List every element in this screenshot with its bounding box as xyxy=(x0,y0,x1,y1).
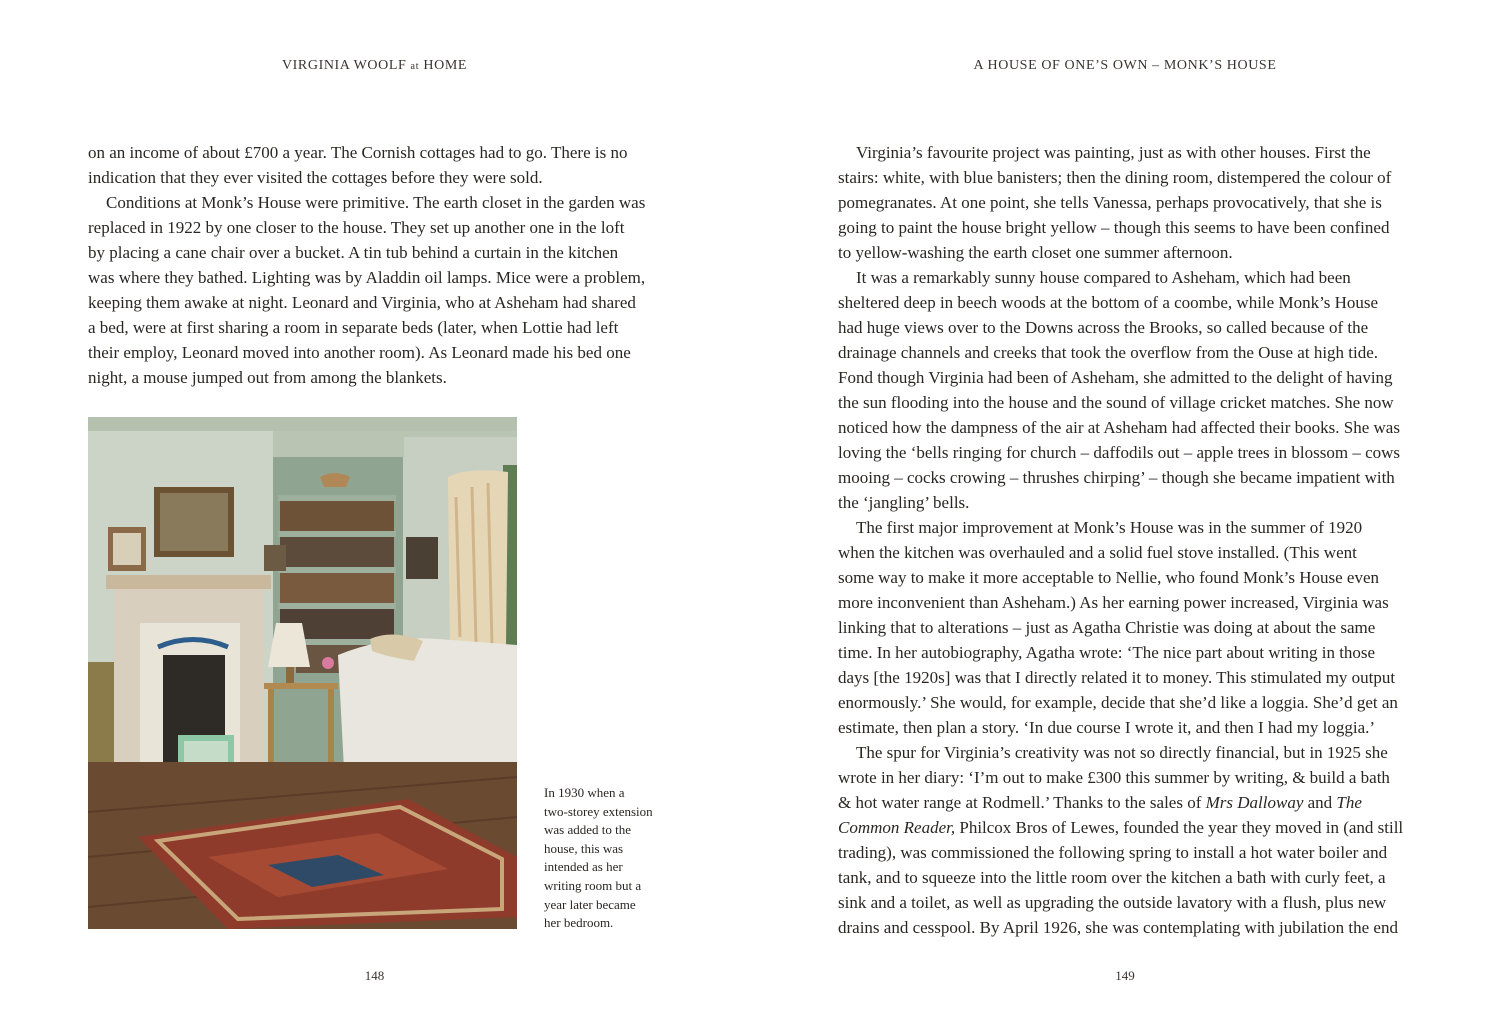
italic-title: Common Reader, xyxy=(838,818,956,837)
text-line xyxy=(838,815,1422,840)
text-segment: loving the ‘bells ringing for church – daffodils out – apple trees in blossom – cows xyxy=(838,443,1401,462)
text-line xyxy=(838,490,1422,515)
right-body-text xyxy=(838,140,1422,940)
text-line xyxy=(838,765,1422,790)
text-segment: had huge views over to the Downs across the Brooks, so called because of the xyxy=(838,318,1369,337)
right-page xyxy=(750,0,1500,1015)
caption-line: house, this was xyxy=(544,840,624,856)
photo-caption xyxy=(544,784,674,933)
text-line: Conditions at Monk’s House were primitive. The earth closet in the garden was xyxy=(106,193,646,212)
text-segment: Philcox Bros of Lewes, founded the year they moved in (and still xyxy=(955,818,1404,837)
text-segment: time. In her autobiography, Agatha wrote: ‘The nice part about writing in those xyxy=(838,643,1376,662)
text-segment: The spur for Virginia’s creativity was not so directly financial, but in 1925 she xyxy=(856,743,1388,762)
running-head-right: A HOUSE OF ONE’S OWN – MONK’S HOUSE xyxy=(973,58,1277,73)
text-segment: wrote in her diary: ‘I’m out to make £300 this summer by writing, & build a bath xyxy=(838,768,1390,787)
text-line xyxy=(838,465,1422,490)
text-line xyxy=(838,865,1422,890)
text-line xyxy=(838,240,1422,265)
text-line: indication that they ever visited the cottages before they were sold. xyxy=(88,168,543,187)
text-line xyxy=(838,740,1422,765)
text-line xyxy=(838,440,1422,465)
text-line xyxy=(838,540,1422,565)
text-line: night, a mouse jumped out from among the blankets. xyxy=(88,368,447,387)
caption-line: year later became xyxy=(544,896,636,912)
text-segment: and xyxy=(1303,793,1337,812)
text-segment: enormously.’ She would, for example, decide that she’d like a loggia. She’d get an xyxy=(838,693,1398,712)
text-segment: & hot water range at Rodmell.’ Thanks to the sales of xyxy=(838,793,1206,812)
caption-line: was added to the xyxy=(544,822,632,838)
text-segment: tank, and to squeeze into the little room over the kitchen a bath with curly feet, a xyxy=(838,868,1386,887)
text-segment: pomegranates. At one point, she tells Vanessa, perhaps provocatively, that she is xyxy=(838,193,1382,212)
text-line: a bed, were at first sharing a room in separate beds (later, when Lottie had left xyxy=(88,318,619,337)
running-head-left xyxy=(88,58,661,74)
running-head-title-end: HOME xyxy=(423,58,468,73)
italic-title: The xyxy=(1336,793,1362,812)
text-segment: when the kitchen was overhauled and a solid fuel stove installed. (This went xyxy=(838,543,1357,562)
text-line xyxy=(838,915,1422,940)
left-body-text xyxy=(88,140,668,390)
text-segment: sheltered deep in beech woods at the bottom of a coombe, while Monk’s House xyxy=(838,293,1379,312)
caption-line: her bedroom. xyxy=(544,915,614,931)
text-line xyxy=(838,340,1422,365)
caption-line: writing room but a xyxy=(544,877,642,893)
caption-line: intended as her xyxy=(544,859,623,875)
text-segment: days [the 1920s] was that I directly related it to money. This stimulated my output xyxy=(838,668,1396,687)
italic-title: Mrs Dalloway xyxy=(1205,793,1304,812)
text-segment: The first major improvement at Monk’s House was in the summer of 1920 xyxy=(856,518,1363,537)
text-line xyxy=(838,890,1422,915)
text-line xyxy=(838,365,1422,390)
text-line: replaced in 1922 by one closer to the house. They set up another one in the loft xyxy=(88,218,625,237)
text-line: was where they bathed. Lighting was by Aladdin oil lamps. Mice were a problem, xyxy=(88,268,646,287)
text-segment: Virginia’s favourite project was painting, just as with other houses. First the xyxy=(856,143,1371,162)
text-segment: estimate, then plan a story. ‘In due course I wrote it, and then I had my loggia.’ xyxy=(838,718,1376,737)
caption-line: In 1930 when a xyxy=(544,785,625,800)
text-line: on an income of about £700 a year. The Cornish cottages had to go. There is no xyxy=(88,143,628,162)
text-line xyxy=(838,690,1422,715)
text-segment: drains and cesspool. By April 1926, she was contemplating with jubilation the end xyxy=(838,918,1398,937)
text-line xyxy=(838,590,1422,615)
page-number-left: 148 xyxy=(364,968,385,983)
text-segment: more inconvenient than Asheham.) As her earning power increased, Virginia was xyxy=(838,593,1389,612)
text-line xyxy=(838,565,1422,590)
text-line xyxy=(838,190,1422,215)
text-segment: the sun flooding into the house and the sound of village cricket matches. She now xyxy=(838,393,1394,412)
text-line xyxy=(838,390,1422,415)
text-segment: stairs: white, with blue banisters; then the dining room, distempered the colour of xyxy=(838,168,1392,187)
text-line xyxy=(838,415,1422,440)
text-line xyxy=(838,315,1422,340)
text-segment: trading), was commissioned the following spring to install a hot water boiler and xyxy=(838,843,1388,862)
text-segment: the ‘jangling’ bells. xyxy=(838,493,970,512)
text-segment: Fond though Virginia had been of Asheham, she admitted to the delight of having xyxy=(838,368,1393,387)
text-line xyxy=(838,515,1422,540)
text-line xyxy=(838,265,1422,290)
text-segment: drainage channels and creeks that took the overflow from the Ouse at high tide. xyxy=(838,343,1379,362)
text-segment: It was a remarkably sunny house compared to Asheham, which had been xyxy=(856,268,1351,287)
text-line xyxy=(838,290,1422,315)
text-segment: mooing – cocks crowing – thrushes chirping’ – though she became impatient with xyxy=(838,468,1395,487)
running-head-title: VIRGINIA WOOLF xyxy=(281,58,407,73)
text-line xyxy=(838,665,1422,690)
text-segment: noticed how the dampness of the air at Asheham had affected their books. She was xyxy=(838,418,1400,437)
text-segment: sink and a toilet, as well as upgrading the outside lavatory with a flush, plus new xyxy=(838,893,1387,912)
bedroom-photo xyxy=(88,417,517,929)
text-line xyxy=(838,165,1422,190)
text-line xyxy=(838,790,1422,815)
text-line xyxy=(838,615,1422,640)
text-line xyxy=(838,215,1422,240)
text-line xyxy=(838,640,1422,665)
text-line: their employ, Leonard moved into another room). As Leonard made his bed one xyxy=(88,343,631,362)
text-line xyxy=(838,840,1422,865)
running-head-connector: at xyxy=(410,61,420,72)
caption-line: two-storey extension xyxy=(544,803,653,819)
text-line xyxy=(838,140,1422,165)
text-segment: to yellow-washing the earth closet one summer afternoon. xyxy=(838,243,1233,262)
text-line: keeping them awake at night. Leonard and Virginia, who at Asheham had shared xyxy=(88,293,636,312)
text-segment: some way to make it more acceptable to Nellie, who found Monk’s House even xyxy=(838,568,1380,587)
text-segment: going to paint the house bright yellow – though this seems to have been confined xyxy=(838,218,1390,237)
text-segment: linking that to alterations – just as Agatha Christie was doing at about the same xyxy=(838,618,1376,637)
page-number-right: 149 xyxy=(1115,968,1135,983)
text-line: by placing a cane chair over a bucket. A tin tub behind a curtain in the kitchen xyxy=(88,243,619,262)
text-line xyxy=(838,715,1422,740)
